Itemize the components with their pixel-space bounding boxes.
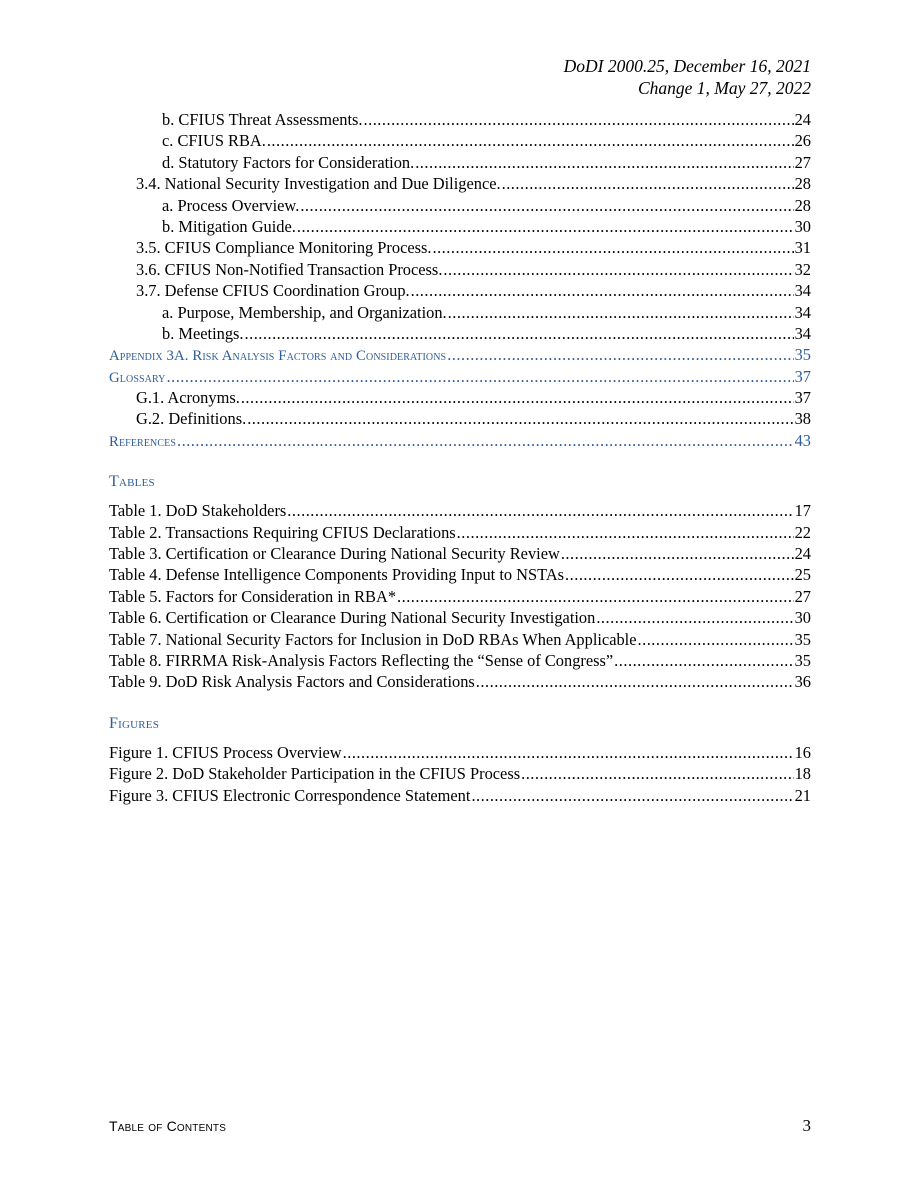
toc-entry-label: b. CFIUS Threat Assessments. — [162, 110, 363, 129]
table-entry-page: 35 — [794, 650, 811, 670]
toc-leader-dots — [432, 237, 793, 258]
figure-list-entry[interactable] — [109, 742, 811, 763]
table-of-contents — [109, 109, 811, 806]
toc-entry-page: 24 — [794, 110, 811, 129]
table-entry-label: Table 1. DoD Stakeholders — [109, 501, 287, 521]
toc-entry[interactable] — [109, 152, 811, 173]
toc-leader-dots — [638, 629, 794, 650]
table-list-entry[interactable] — [109, 564, 811, 585]
toc-entry[interactable] — [109, 259, 811, 280]
table-entry-label: Table 5. Factors for Consideration in RBA* — [109, 586, 397, 606]
toc-entry-label: d. Statutory Factors for Consideration. — [162, 152, 415, 172]
figure-list-entry[interactable] — [109, 763, 811, 784]
toc-leader-dots — [614, 650, 793, 671]
toc-entry[interactable] — [109, 302, 811, 323]
toc-entry[interactable] — [109, 387, 811, 408]
toc-entry-appendix[interactable] — [109, 344, 811, 365]
toc-entry-page: 32 — [794, 259, 811, 279]
figures-heading: Figures — [109, 714, 160, 732]
table-list-entry[interactable] — [109, 500, 811, 521]
toc-entry-page: 37 — [794, 366, 811, 386]
toc-leader-dots — [521, 763, 794, 784]
footer-section-title: Table of Contents — [109, 1118, 227, 1134]
table-entry-page: 24 — [794, 544, 811, 564]
toc-entry[interactable] — [109, 237, 811, 258]
toc-entry-label: 3.7. Defense CFIUS Coordination Group. — [136, 281, 410, 301]
toc-entry-references[interactable] — [109, 430, 811, 451]
table-entry-label: Table 3. Certification or Clearance During National Security Review — [109, 544, 560, 564]
table-list-entry[interactable] — [109, 586, 811, 607]
toc-entry-label: b. Mitigation Guide. — [162, 216, 296, 236]
toc-entry[interactable] — [109, 130, 811, 151]
toc-entry[interactable] — [109, 323, 811, 344]
toc-leader-dots — [476, 671, 794, 692]
toc-entry-page: 27 — [794, 152, 811, 172]
figure-list-entry[interactable] — [109, 785, 811, 806]
toc-leader-dots — [364, 109, 794, 130]
figure-entry-page: 21 — [794, 785, 811, 805]
toc-entry-page: 26 — [794, 131, 811, 151]
toc-entry-page: 31 — [794, 238, 811, 258]
toc-leader-dots — [300, 195, 793, 216]
toc-entry-page: 43 — [794, 430, 811, 450]
toc-entry-page: 35 — [794, 345, 811, 365]
toc-leader-dots — [247, 408, 793, 429]
table-entry-page: 35 — [794, 629, 811, 649]
toc-entry-page: 34 — [794, 323, 811, 343]
toc-entry[interactable] — [109, 280, 811, 301]
toc-entry-label: Glossary — [109, 369, 166, 386]
footer-page-number: 3 — [802, 1116, 811, 1135]
toc-entry-page: 30 — [794, 216, 811, 236]
toc-leader-dots — [177, 430, 794, 451]
table-list-entry[interactable] — [109, 607, 811, 628]
toc-entry-label: Appendix 3A. Risk Analysis Factors and Considerations — [109, 348, 447, 365]
table-entry-page: 22 — [794, 522, 811, 542]
toc-entry[interactable] — [109, 173, 811, 194]
toc-leader-dots — [447, 344, 793, 365]
toc-entry[interactable] — [109, 109, 811, 130]
toc-entry-page: 34 — [794, 302, 811, 322]
table-entry-page: 27 — [794, 586, 811, 606]
figure-entry-page: 16 — [794, 742, 811, 762]
figure-entry-page: 18 — [794, 764, 811, 784]
toc-entry-page: 28 — [794, 174, 811, 194]
table-list-entry[interactable] — [109, 671, 811, 692]
figure-entry-label: Figure 2. DoD Stakeholder Participation in the CFIUS Process — [109, 764, 521, 784]
table-list-entry[interactable] — [109, 629, 811, 650]
toc-leader-dots — [415, 152, 793, 173]
page-header — [564, 55, 811, 99]
table-entry-label: Table 6. Certification or Clearance During National Security Investigation — [109, 608, 596, 628]
table-entry-label: Table 4. Defense Intelligence Components Providing Input to NSTAs — [109, 565, 565, 585]
table-list-entry[interactable] — [109, 522, 811, 543]
toc-leader-dots — [561, 543, 794, 564]
toc-entry-label: b. Meetings. — [162, 323, 244, 343]
toc-leader-dots — [596, 607, 793, 628]
figure-entry-label: Figure 3. CFIUS Electronic Correspondence Statement — [109, 785, 471, 805]
toc-entry-label: G.2. Definitions. — [136, 409, 247, 429]
figure-entry-label: Figure 1. CFIUS Process Overview — [109, 742, 342, 762]
table-entry-page: 25 — [794, 565, 811, 585]
toc-leader-dots — [343, 742, 794, 763]
toc-entry-glossary[interactable] — [109, 366, 811, 387]
toc-entry-page: 37 — [794, 388, 811, 408]
table-entry-label: Table 2. Transactions Requiring CFIUS Declarations — [109, 522, 456, 542]
toc-entry-page: 28 — [794, 195, 811, 215]
toc-entry-label: c. CFIUS RBA. — [162, 131, 266, 151]
toc-leader-dots — [245, 323, 794, 344]
toc-entry[interactable] — [109, 195, 811, 216]
toc-leader-dots — [457, 522, 794, 543]
toc-entry-page: 38 — [794, 409, 811, 429]
header-change-date: Change 1, May 27, 2022 — [637, 78, 811, 98]
toc-leader-dots — [471, 785, 793, 806]
toc-entry-page: 34 — [794, 281, 811, 301]
toc-entry[interactable] — [109, 408, 811, 429]
table-entry-label: Table 7. National Security Factors for Inclusion in DoD RBAs When Applicable — [109, 629, 637, 649]
tables-heading: Tables — [109, 473, 155, 491]
table-list-entry[interactable] — [109, 650, 811, 671]
toc-entry[interactable] — [109, 216, 811, 237]
toc-leader-dots — [448, 302, 794, 323]
toc-leader-dots — [167, 366, 794, 387]
toc-entry-label: a. Process Overview. — [162, 195, 300, 215]
header-document-id: DoDI 2000.25, December 16, 2021 — [563, 56, 811, 76]
toc-entry-label: 3.4. National Security Investigation and Due Diligence. — [136, 174, 501, 194]
table-entry-label: Table 8. FIRRMA Risk-Analysis Factors Reflecting the “Sense of Congress” — [109, 650, 614, 670]
toc-leader-dots — [502, 173, 794, 194]
toc-leader-dots — [267, 130, 794, 151]
table-list-entry[interactable] — [109, 543, 811, 564]
toc-leader-dots — [297, 216, 794, 237]
toc-leader-dots — [287, 500, 793, 521]
toc-entry-label: 3.5. CFIUS Compliance Monitoring Process. — [136, 238, 432, 258]
toc-entry-label: 3.6. CFIUS Non-Notified Transaction Process. — [136, 259, 443, 279]
toc-leader-dots — [241, 387, 794, 408]
table-entry-page: 17 — [794, 501, 811, 521]
toc-entry-label: a. Purpose, Membership, and Organization. — [162, 302, 447, 322]
table-entry-page: 30 — [794, 608, 811, 628]
toc-leader-dots — [565, 564, 794, 585]
toc-entry-label: G.1. Acronyms. — [136, 388, 240, 408]
table-entry-page: 36 — [794, 672, 811, 692]
toc-leader-dots — [411, 280, 794, 301]
toc-leader-dots — [443, 259, 793, 280]
toc-leader-dots — [397, 586, 794, 607]
table-entry-label: Table 9. DoD Risk Analysis Factors and Considerations — [109, 672, 475, 692]
toc-entry-label: References — [109, 433, 176, 450]
